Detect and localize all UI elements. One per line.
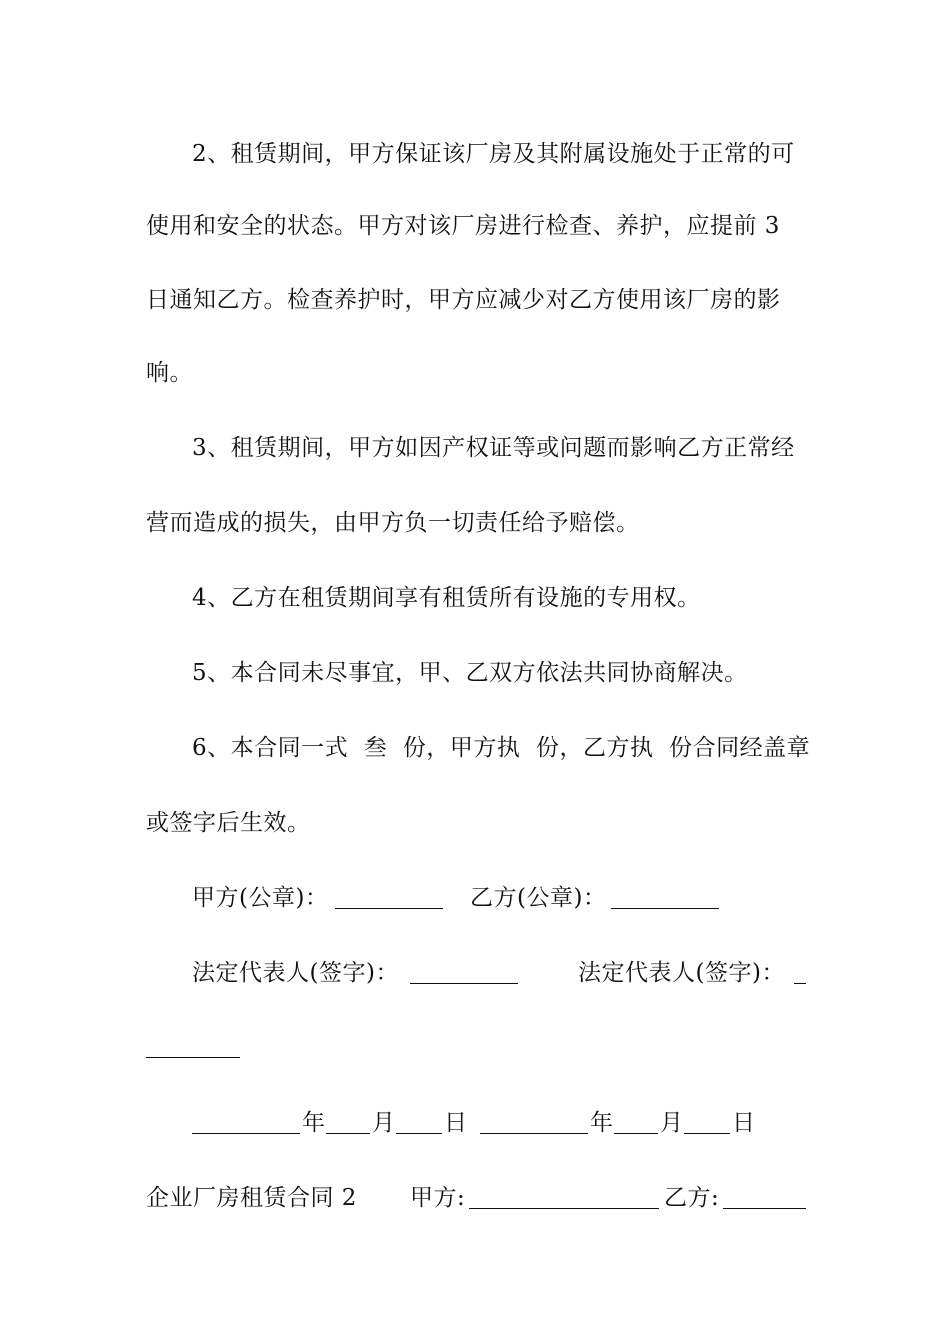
party-a-seal-label: 甲方(公章)： [192,885,329,911]
party-b-seal-blank [611,908,719,909]
clause-2-line-3: 日通知乙方。检查养护时，甲方应减少对乙方使用该厂房的影 [146,287,781,313]
date-a-year-blank [192,1133,300,1134]
clause-2-line-4: 响。 [146,360,193,386]
clause-6-line-1: 6、本合同一式 叁 份，甲方执 份，乙方执 份合同经盖章 [192,735,811,761]
legal-rep-a-label: 法定代表人(签字)： [192,960,399,986]
clause-6-line-2: 或签字后生效。 [146,810,311,836]
next-contract-party-a-label: 甲方: [410,1185,466,1211]
date-b-day-blank [684,1133,730,1134]
next-contract-party-b-blank [723,1208,806,1209]
party-b-seal-label: 乙方(公章)： [470,885,607,911]
date-b-month-blank [614,1133,658,1134]
clause-5: 5、本合同未尽事宜，甲、乙双方依法共同协商解决。 [192,660,748,686]
date-a-day-label: 日 [444,1110,468,1136]
date-b-day-label: 日 [732,1110,756,1136]
date-b-year-label: 年 [590,1110,614,1136]
next-contract-party-a-blank [469,1208,659,1209]
party-a-seal-blank [335,908,443,909]
date-a-year-label: 年 [302,1110,326,1136]
legal-rep-a-blank [410,983,518,984]
legal-rep-b-blank-start [794,983,806,984]
clause-4: 4、乙方在租赁期间享有租赁所有设施的专用权。 [192,585,701,611]
next-contract-party-b-label: 乙方: [664,1185,720,1211]
clause-3-line-1: 3、租赁期间，甲方如因产权证等或问题而影响乙方正常经 [192,435,795,461]
legal-rep-b-label: 法定代表人(签字)： [578,960,785,986]
date-b-month-label: 月 [660,1110,684,1136]
date-a-month-blank [326,1133,370,1134]
clause-2-line-2: 使用和安全的状态。甲方对该厂房进行检查、养护，应提前 3 [146,213,780,239]
date-a-month-label: 月 [372,1110,396,1136]
next-contract-title: 企业厂房租赁合同 2 [146,1185,357,1211]
date-b-year-blank [480,1133,588,1134]
clause-2-line-1: 2、租赁期间，甲方保证该厂房及其附属设施处于正常的可 [192,141,795,167]
legal-rep-b-blank-end [146,1057,240,1058]
clause-3-line-2: 营而造成的损失，由甲方负一切责任给予赔偿。 [146,510,640,536]
date-a-day-blank [396,1133,442,1134]
